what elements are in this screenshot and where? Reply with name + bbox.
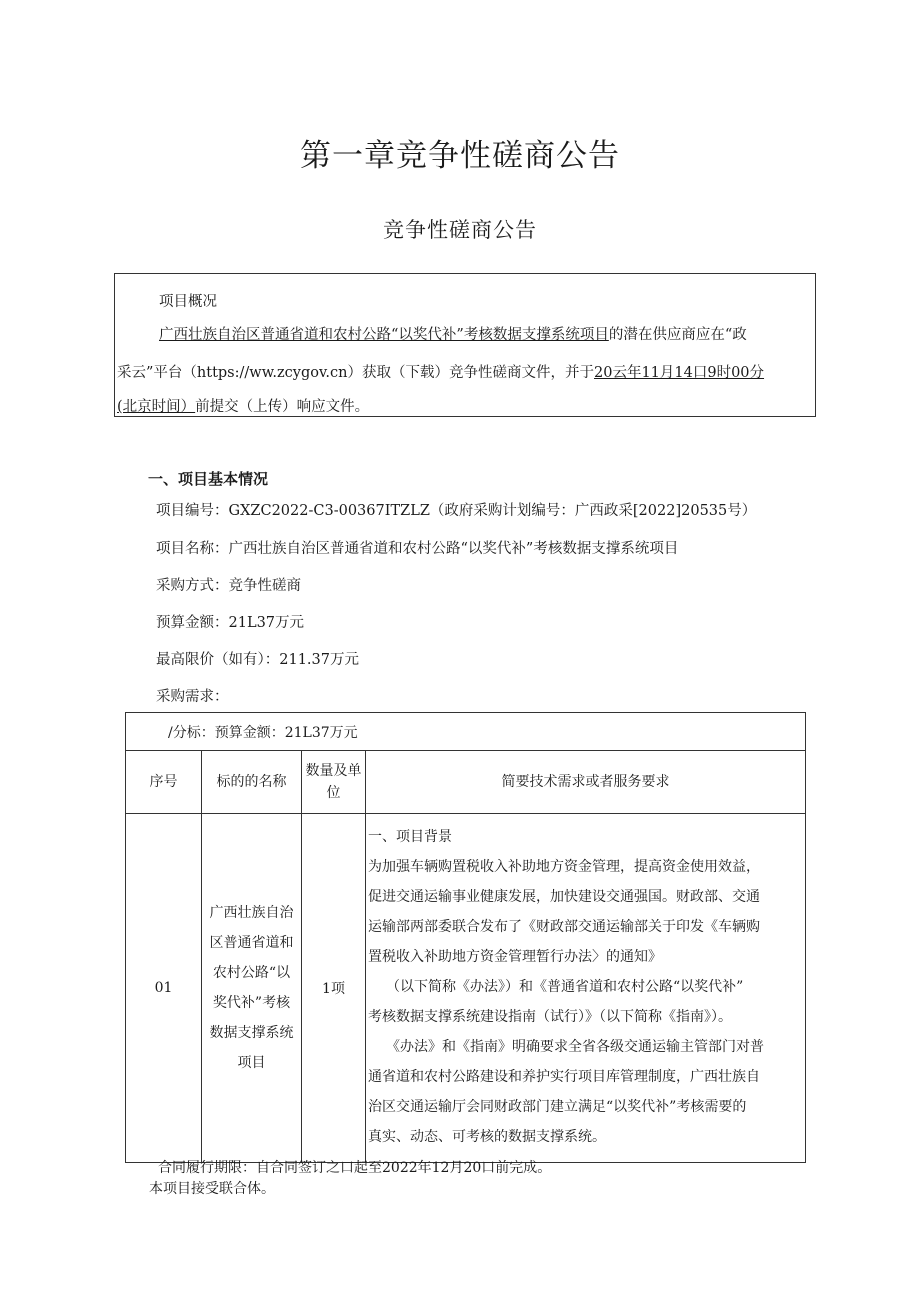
budget-amount: 预算金额：21L37万元 [156,615,305,631]
row-no: 01 [126,814,202,1163]
req-line: 考核数据支撑系统建设指南（试行）》（以下简称《指南》）。 [368,1009,732,1025]
procurement-method: 采购方式：竞争性磋商 [156,578,301,594]
header-qty-line-1: 数量及单 [305,763,362,779]
overview-line-3 [117,395,369,416]
overview-line-2-head: 采云”平台（https://ww.zcygov.cn）获取（下载）竞争性磋商文件，并于 [117,365,594,381]
req-line: 治区交通运输厅会同财政部门建立满足“以奖代补”考核需要的 [368,1099,747,1115]
overview-line-1-tail: 的潜在供应商应在“政 [608,327,747,343]
contract-period: 合同履行期限：自合同签订之口起至2022年12月20口前完成。 [158,1160,552,1176]
overview-deadline: 20云年11月14口9时00分 [594,365,765,381]
project-overview-box [114,273,816,417]
overview-project-name: 广西壮族自治区普通省道和农村公路“以奖代补”考核数据支撑系统项目 [159,327,609,343]
header-req: 简要技术需求或者服务要求 [366,751,806,814]
overview-line-1 [159,323,747,344]
row-qty: 1项 [302,814,366,1163]
row-requirements [366,814,806,1163]
table-row [126,814,806,1163]
max-price: 最高限价（如有）：211.37万元 [156,652,359,668]
req-line: 通省道和农村公路建设和养护实行项目库管理制度，广西壮族自 [368,1069,760,1085]
project-name: 项目名称：广西壮族自治区普通省道和农村公路“以奖代补”考核数据支撑系统项目 [156,541,679,557]
table-subhead: /分标：预算金额：21L37万元 [126,713,806,751]
header-qty-line-2: 位 [326,785,341,801]
req-line: 置税收入补助地方资金管理暂行办法〉的通知》 [368,949,662,965]
header-no: 序号 [126,751,202,814]
overview-line-3-tail: 前提交（上传）响应文件。 [195,399,370,415]
row-item-name-line: 项目 [237,1055,266,1071]
req-line: 《办法》和《指南》明确要求全省各级交通运输主管部门对普 [386,1039,764,1055]
section-heading: 一、项目基本情况 [148,470,269,488]
row-item-name-line: 数据支撑系统 [209,1025,294,1041]
demand-label: 采购需求： [156,689,229,705]
overview-line-2 [117,361,764,382]
consortium-note: 本项目接受联合体。 [149,1181,275,1197]
req-line: 真实、动态、可考核的数据支撑系统。 [368,1129,606,1145]
notice-title: 竞争性磋商公告 [383,218,537,242]
project-number: 项目编号：GXZC2022-C3-00367ITZLZ（政府采购计划编号：广西政采[2022]20535号） [156,503,757,519]
header-qty [302,751,366,814]
row-item-name-line: 农村公路“以 [212,965,291,981]
row-item-name-line: 区普通省道和 [209,935,294,951]
row-item-name-line: 广西壮族自治 [209,905,294,921]
overview-timezone: (北京时间） [117,399,196,415]
req-line: 促进交通运输事业健康发展，加快建设交通强国。财政部、交通 [368,889,760,905]
row-item-name [202,814,302,1163]
requirements-table [125,712,806,1163]
req-line: （以下简称《办法》）和《普通省道和农村公路“以奖代补” [386,979,744,995]
table-subhead-row [126,713,806,751]
overview-label: 项目概况 [159,294,217,310]
req-line: 一、项目背景 [368,829,452,845]
req-line: 运输部两部委联合发布了《财政部交通运输部关于印发《车辆购 [368,919,760,935]
table-header-row [126,751,806,814]
row-item-name-line: 奖代补”考核 [212,995,291,1011]
chapter-title: 第一章竞争性磋商公告 [300,138,620,174]
header-name: 标的的名称 [202,751,302,814]
req-line: 为加强车辆购置税收入补助地方资金管理，提高资金使用效益， [368,859,760,875]
